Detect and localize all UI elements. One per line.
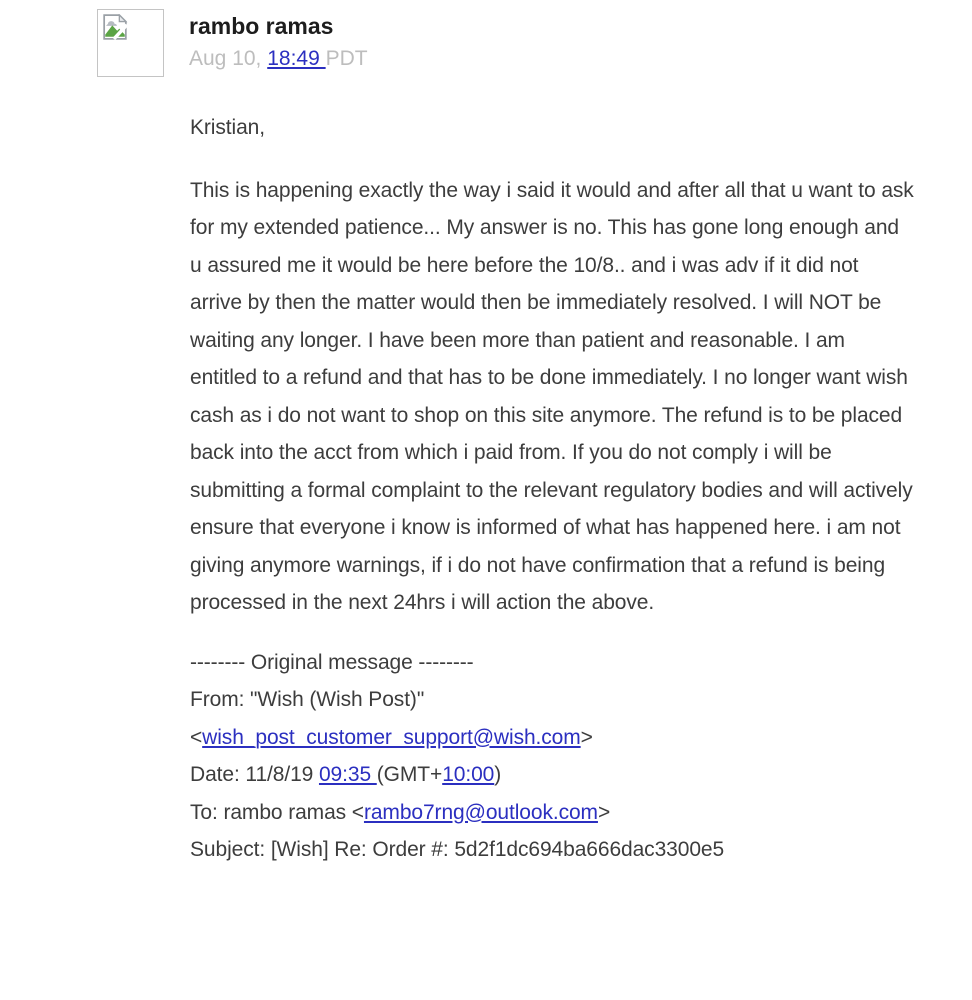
quote-to-line (190, 794, 914, 832)
quote-date-tz-link[interactable]: 10:00 (442, 763, 495, 786)
greeting: Kristian, (190, 116, 265, 139)
quote-to-suffix: > (597, 800, 611, 824)
quote-date-suffix: ) (494, 763, 502, 786)
message-header (0, 9, 972, 77)
timestamp-time-link[interactable]: 18:49 (267, 47, 326, 70)
angle-bracket-open: < (190, 725, 203, 749)
timestamp (189, 47, 368, 71)
avatar (97, 9, 164, 77)
timestamp-timezone: PDT (325, 47, 368, 70)
angle-bracket-close: > (580, 725, 593, 749)
author-name: rambo ramas (189, 13, 334, 39)
header-text (189, 9, 368, 71)
broken-image-icon (102, 14, 128, 40)
quoted-original-message (190, 644, 914, 869)
timestamp-date: Aug 10, (189, 47, 268, 70)
quote-date-time-link[interactable]: 09:35 (318, 763, 377, 786)
quote-date-gmt: (GMT+ (376, 763, 443, 786)
message-paragraph: This is happening exactly the way i said it would and after all that u want to ask for my extended patience... My answer is no. This has gone long enough and u assured me it would be here before the 10/8.. and i was adv if it did not arrive by then the matter would then be immediately resolved. I will NOT be waiting any longer. I have been more than patient and reasonable. I am entitled to a refund and that has to be done immediately. I no longer want wish cash as i do not want to shop on this site anymore. The refund is to be placed back into the acct from which i paid from. If you do not comply i will be submitting a formal complaint to the relevant regulatory bodies and will actively ensure that everyone i know is informed of what has happened here. i am not giving anymore warnings, if i do not have confirmation that a refund is being processed in the next 24hrs i will action the above. (190, 178, 914, 614)
quote-from-email-line (190, 719, 914, 757)
quote-date-prefix: Date: 11/8/19 (190, 763, 319, 786)
quote-to-prefix: To: rambo ramas < (190, 800, 364, 824)
recipient-email-link[interactable]: rambo7rng@outlook.com (363, 800, 598, 824)
quote-subject-line: Subject: [Wish] Re: Order #: 5d2f1dc694ba666dac3300e5 (190, 838, 725, 861)
wish-support-email-link[interactable]: wish_post_customer_support@wish.com (202, 725, 581, 749)
quote-from-line: From: "Wish (Wish Post)" (190, 688, 425, 711)
quote-separator: -------- Original message -------- (190, 650, 474, 674)
quote-date-line (190, 756, 914, 794)
message-body (190, 109, 914, 869)
